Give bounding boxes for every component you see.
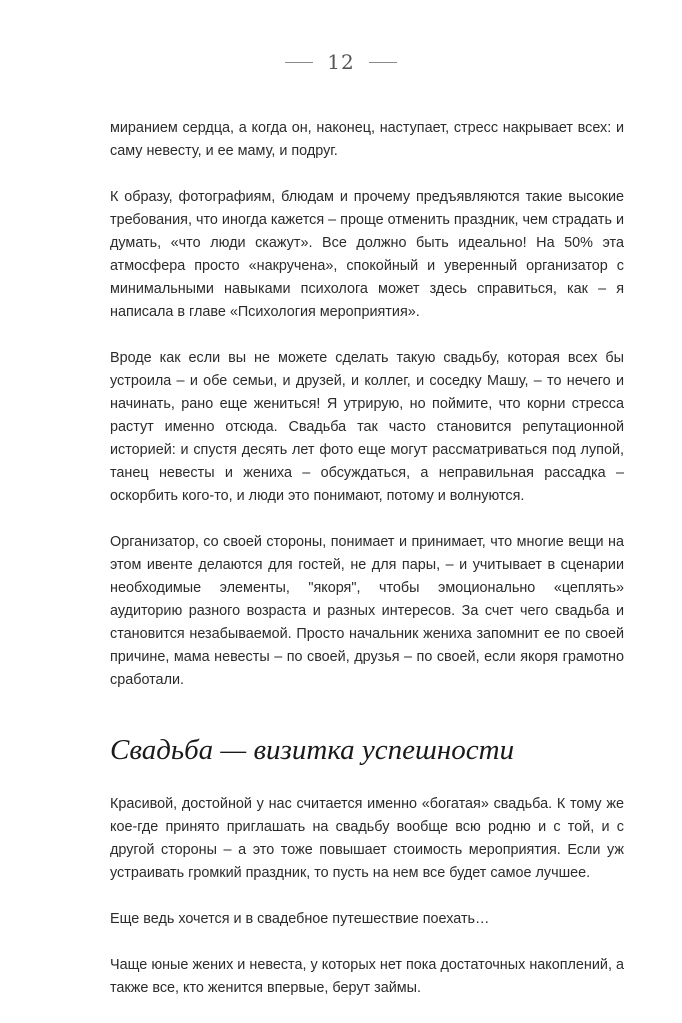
header-rule-left bbox=[285, 62, 313, 63]
paragraph: К образу, фотографиям, блюдам и прочему предъявляются такие высокие требования, что иногда кажется – проще отменить праздник, чем страдать и думать, «что люди скажут». Все должно быть идеально! На 50% эта атмосфера просто «накручена», спокойный и уверенный организатор с минимальными навыками психолога может здесь справиться, как – я написала в главе «Психология мероприятия». bbox=[110, 189, 624, 320]
paragraph: Красивой, достойной у нас считается именно «богатая» свадьба. К тому же кое-где принято приглашать на свадьбу вообще всю родню и с той, и с другой стороны – а это тоже повышает стоимость мероприятия. Если уж устраивать громкий праздник, то пусть на нем все будет самое лучшее. bbox=[110, 796, 624, 881]
section-heading: Свадьба — визитка успешности bbox=[110, 734, 515, 766]
paragraph: Организатор, со своей стороны, понимает и принимает, что многие вещи на этом ивенте делаются для гостей, не для пары, – и учитывает в сценарии необходимые элементы, "якоря", чтобы эмоционально «цеплять» аудиторию разного возраста и разных интересов. За счет чего свадьба и становится незабываемой. Просто начальник жениха запомнит ее по своей причине, мама невесты – по своей, друзья – по своей, если якоря грамотно сработали. bbox=[110, 534, 624, 688]
paragraph: Вроде как если вы не можете сделать такую свадьбу, которая всех бы устроила – и обе семьи, и друзей, и коллег, и соседку Машу, – то нечего и начинать, рано еще жениться! Я утрирую, но поймите, что корни стресса растут именно отсюда. Свадьба так часто становится репутационной историей: и спустя десять лет фото еще могут рассматриваться под лупой, танец невесты и жениха – обсуждаться, а неправильная рассадка – оскорбить кого-то, и люди это понимают, потому и волнуются. bbox=[110, 350, 624, 504]
page-header bbox=[0, 50, 682, 74]
paragraph: миранием сердца, а когда он, наконец, наступает, стресс накрывает всех: и саму невесту, и ее маму, и подруг. bbox=[110, 120, 624, 159]
paragraph: Еще ведь хочется и в свадебное путешествие поехать… bbox=[110, 911, 490, 927]
header-rule-right bbox=[369, 62, 397, 63]
paragraph: Чаще юные жених и невеста, у которых нет пока достаточных накоплений, а также все, кто женится впервые, берут займы. bbox=[110, 957, 624, 996]
page-number: 12 bbox=[327, 50, 355, 74]
page-body bbox=[110, 117, 624, 1023]
